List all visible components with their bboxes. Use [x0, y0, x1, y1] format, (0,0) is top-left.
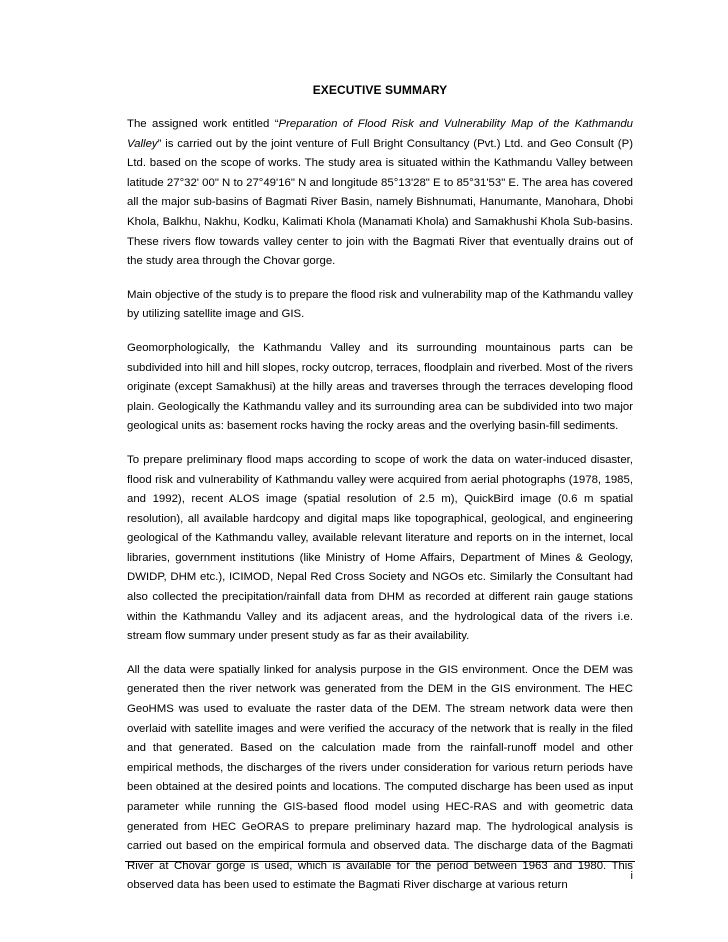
intro-text-end: ” is carried out by the joint venture of Full Bright Consultancy (Pvt.) Ltd. and Geo Consult (P) Ltd. based on the scope of works. The study area is situated within the Kathmandu Valley between latitude 27°32' 00" N to 27°49'16" N and longitude 85°13'28" E to 85°31'53" E. The area has covered all the major sub-basins of Bagmati River Basin, namely Bishnumati, Hanumante, Manohara, Dhobi Khola, Balkhu, Nakhu, Kodku, Kalimati Khola (Manamati Khola) and Samakhushi Khola Sub-basins. These rivers flow towards valley center to join with the Bagmati River that eventually drains out of the study area through the Chovar gorge.: [127, 137, 633, 268]
project-title: Preparation of Flood Risk and Vulnerability Map of the Kathmandu Valley: [127, 118, 633, 150]
paragraph-objective: Main objective of the study is to prepare the flood risk and vulnerability map of the Kathmandu valley by utilizing satellite image and GIS.: [127, 288, 633, 321]
page-number: i: [630, 870, 633, 882]
intro-text-start: The assigned work entitled “: [127, 118, 279, 130]
page-title: EXECUTIVE SUMMARY: [312, 83, 448, 97]
paragraph-data-collection: To prepare preliminary flood maps according to scope of work the data on water-induced disaster, flood risk and vulnerability of Kathmandu valley were acquired from aerial photographs (1978, 1985, and 1992), recent ALOS image (spatial resolution of 2.5 m), QuickBird image (0.6 m spatial resolution), all available hardcopy and digital maps like topographical, geological, and engineering geological of the Kathmandu valley, available relevant literature and reports on in the internet, local libraries, government institutions (like Ministry of Home Affairs, Department of Mines & Geology, DWIDP, DHM etc.), ICIMOD, Nepal Red Cross Society and NGOs etc. Similarly the Consultant had also collected the precipitation/rainfall data from DHM as recorded at different rain gauge stations within the Kathmandu Valley and its adjacent areas, and the hydrological data of the rivers i.e. stream flow summary under present study as far as their availability.: [127, 453, 633, 643]
paragraph-gis-analysis: All the data were spatially linked for analysis purpose in the GIS environment. Once the DEM was generated then the river network was generated from the DEM in the GIS environment. The HEC GeoHMS was used to evaluate the raster data of the DEM. The stream network data were then overlaid with satellite images and were verified the accuracy of the network that is really in the filed and that generated. Based on the calculation made from the rainfall-runoff model and other empirical methods, the discharges of the rivers under consideration for various return periods have been obtained at the desired points and locations. The computed discharge has been used as input parameter while running the GIS-based flood model using HEC-RAS and with geometric data generated from HEC GeORAS to prepare preliminary hazard map. The hydrological analysis is carried out based on the empirical formula and observed data. The discharge data of the Bagmati River at Chovar gorge is used, which is available for the period between 1963 and 1980. This observed data has been used to estimate the Bagmati River discharge at various return: [127, 663, 633, 892]
paragraph-introduction: [127, 115, 633, 272]
footer-divider: [125, 861, 635, 862]
paragraph-geomorphology: Geomorphologically, the Kathmandu Valley and its surrounding mountainous parts can be subdivided into hill and hill slopes, rocky outcrop, terraces, floodplain and riverbed. Most of the rivers originate (except Samakhusi) at the hilly areas and traverses through the terraces developing flood plain. Geologically the Kathmandu valley and its surrounding area can be subdivided into two major geological units as: basement rocks having the rocky areas and the overlying basin-fill sediments.: [127, 341, 633, 433]
body-text: [127, 115, 633, 910]
